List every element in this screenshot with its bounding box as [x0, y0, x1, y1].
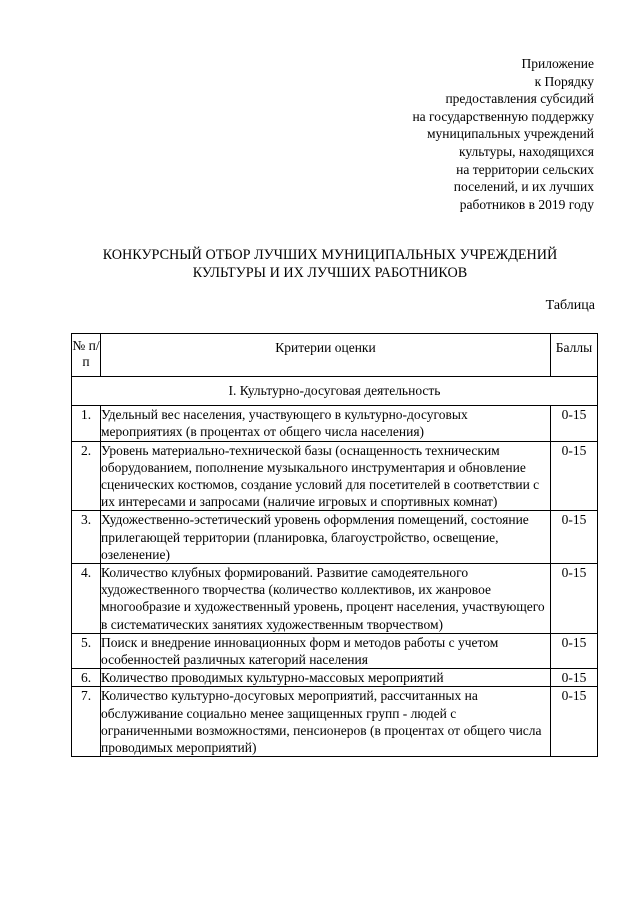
section-row	[72, 377, 598, 406]
row-score: 0-15	[551, 687, 598, 757]
appendix-block	[334, 55, 594, 213]
appendix-line: предоставления субсидий	[445, 91, 594, 107]
appendix-line: поселений, и их лучших	[453, 179, 594, 195]
row-criteria: Поиск и внедрение инновационных форм и методов работы с учетом особенностей различных категорий населения	[101, 633, 551, 668]
appendix-line: на территории сельских	[456, 161, 594, 177]
table-row	[72, 633, 598, 668]
row-criteria: Количество клубных формирований. Развитие самодеятельного художественного творчества (количество коллективов, их жанровое многообразие и художественный уровень, процент населения, участвующего в систематических занятиях художественным творчеством)	[101, 564, 551, 634]
row-score: 0-15	[551, 669, 598, 687]
row-num: 7.	[72, 687, 101, 757]
appendix-line: работников в 2019 году	[459, 196, 594, 212]
row-score: 0-15	[551, 511, 598, 564]
table-row	[72, 441, 598, 511]
row-score: 0-15	[551, 633, 598, 668]
table-row	[72, 687, 598, 757]
row-num: 5.	[72, 633, 101, 668]
appendix-line: на государственную поддержку	[412, 108, 594, 124]
header-num: № п/п	[72, 334, 101, 377]
document-title-line-2: КУЛЬТУРЫ И ИХ ЛУЧШИХ РАБОТНИКОВ	[192, 265, 468, 281]
table-row	[72, 669, 598, 687]
appendix-line: к Порядку	[534, 73, 594, 89]
row-num: 6.	[72, 669, 101, 687]
row-num: 1.	[72, 406, 101, 441]
row-criteria: Удельный вес населения, участвующего в культурно-досуговых мероприятиях (в процентах от общего числа населения)	[101, 406, 551, 441]
section-title: I. Культурно-досуговая деятельность	[72, 377, 598, 406]
criteria-table	[71, 333, 598, 757]
appendix-line: муниципальных учреждений	[427, 126, 594, 142]
appendix-line: культуры, находящихся	[458, 143, 594, 159]
table-label: Таблица	[545, 298, 595, 313]
header-score: Баллы	[551, 334, 598, 377]
row-criteria: Уровень материально-технической базы (оснащенность техническим оборудованием, пополнение музыкального инструментария и обновление сценических костюмов, создание условий для посетителей в соответствии с их интересами и запросами (наличие игровых и спортивных комнат)	[101, 441, 551, 511]
document-title	[60, 246, 600, 282]
document-title-line-1: КОНКУРСНЫЙ ОТБОР ЛУЧШИХ МУНИЦИПАЛЬНЫХ УЧРЕЖДЕНИЙ	[102, 247, 558, 263]
appendix-line: Приложение	[521, 56, 594, 71]
row-score: 0-15	[551, 564, 598, 634]
table-row	[72, 511, 598, 564]
row-num: 4.	[72, 564, 101, 634]
row-score: 0-15	[551, 406, 598, 441]
header-criteria: Критерии оценки	[101, 334, 551, 377]
row-num: 2.	[72, 441, 101, 511]
row-criteria: Количество проводимых культурно-массовых мероприятий	[101, 669, 551, 687]
table-row	[72, 406, 598, 441]
table-row	[72, 564, 598, 634]
row-criteria: Художественно-эстетический уровень оформления помещений, состояние прилегающей территории (планировка, благоустройство, освещение, озеленение)	[101, 511, 551, 564]
row-num: 3.	[72, 511, 101, 564]
row-criteria: Количество культурно-досуговых мероприятий, рассчитанных на обслуживание социально менее защищенных групп - людей с ограниченными возможностями, пенсионеров (в процентах от общего числа проводимых мероприятий)	[101, 687, 551, 757]
table-header-row	[72, 334, 598, 377]
row-score: 0-15	[551, 441, 598, 511]
